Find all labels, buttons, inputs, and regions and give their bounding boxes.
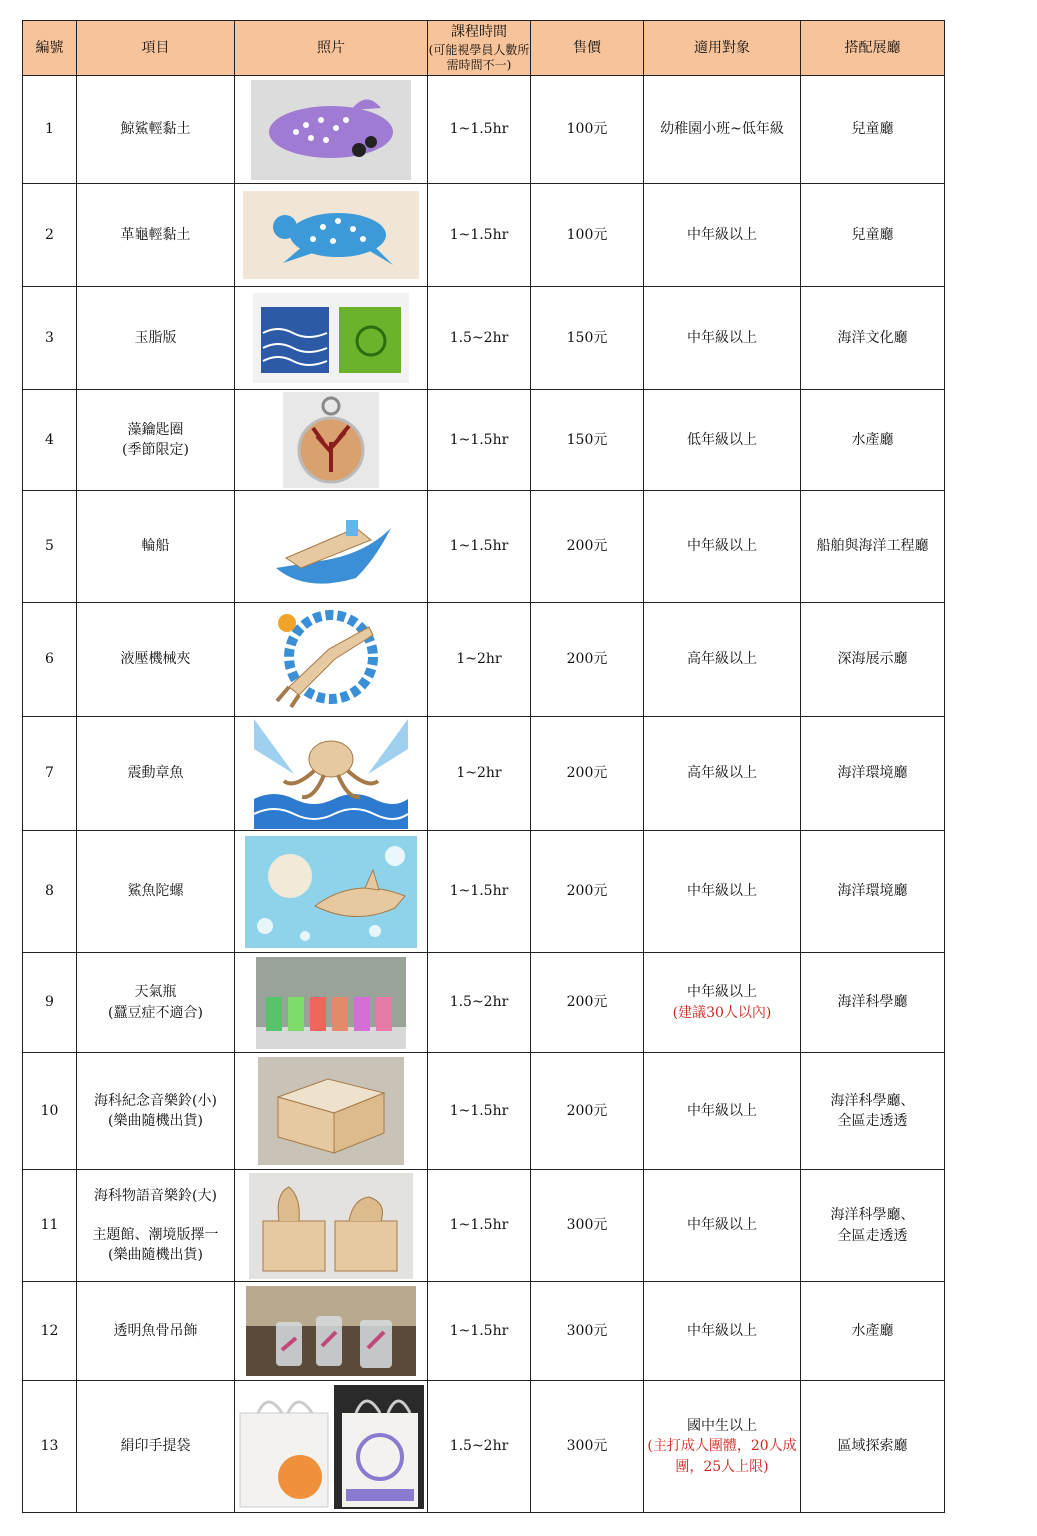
row-num: 13 xyxy=(23,1381,77,1513)
header-photo: 照片 xyxy=(235,21,428,76)
row-time: 1~1.5hr xyxy=(428,390,531,491)
row-target: 低年級以上 xyxy=(644,390,801,491)
row-item: 革龜輕黏土 xyxy=(77,184,235,287)
storm-glass-photo xyxy=(256,957,406,1049)
table-row xyxy=(23,1381,945,1513)
turtle-clay-photo xyxy=(243,191,419,279)
row-photo xyxy=(235,953,428,1053)
row-item: 海科物語音樂鈴(大) 主題館、潮境版擇一 (樂曲隨機出貨) xyxy=(77,1170,235,1282)
row-target: 高年級以上 xyxy=(644,717,801,831)
row-item: 玉脂版 xyxy=(77,287,235,390)
row-num: 12 xyxy=(23,1282,77,1381)
row-photo xyxy=(235,717,428,831)
row-target: 中年級以上 xyxy=(644,1282,801,1381)
block-print-photo xyxy=(253,293,409,383)
row-time: 1~1.5hr xyxy=(428,831,531,953)
row-num: 6 xyxy=(23,603,77,717)
row-photo xyxy=(235,76,428,184)
row-num: 2 xyxy=(23,184,77,287)
row-item: 天氣瓶 (蠶豆症不適合) xyxy=(77,953,235,1053)
row-photo xyxy=(235,184,428,287)
header-time-title: 課程時間 xyxy=(451,24,507,41)
row-item: 液壓機械夾 xyxy=(77,603,235,717)
row-price: 200元 xyxy=(531,491,644,603)
shark-spinning-top-photo xyxy=(245,836,417,948)
row-time: 1~2hr xyxy=(428,603,531,717)
row-price: 200元 xyxy=(531,1053,644,1170)
row-photo xyxy=(235,1381,428,1513)
row-photo xyxy=(235,603,428,717)
row-item: 藻鑰匙圈 (季節限定) xyxy=(77,390,235,491)
row-photo xyxy=(235,287,428,390)
wooden-boat-photo xyxy=(266,498,396,596)
row-num: 4 xyxy=(23,390,77,491)
row-target: 中年級以上 (建議30人以內) xyxy=(644,953,801,1053)
row-target: 中年級以上 xyxy=(644,831,801,953)
row-item: 鯊魚陀螺 xyxy=(77,831,235,953)
table-row xyxy=(23,390,945,491)
row-hall: 水產廳 xyxy=(801,1282,945,1381)
row-price: 300元 xyxy=(531,1282,644,1381)
row-photo xyxy=(235,1170,428,1282)
row-num: 11 xyxy=(23,1170,77,1282)
row-time: 1~1.5hr xyxy=(428,1053,531,1170)
table-row xyxy=(23,184,945,287)
row-num: 3 xyxy=(23,287,77,390)
row-target: 中年級以上 xyxy=(644,1053,801,1170)
row-target: 幼稚園小班~低年級 xyxy=(644,76,801,184)
table-row xyxy=(23,603,945,717)
row-price: 150元 xyxy=(531,390,644,491)
table-row xyxy=(23,1170,945,1282)
row-hall: 兒童廳 xyxy=(801,76,945,184)
row-item: 輪船 xyxy=(77,491,235,603)
row-price: 300元 xyxy=(531,1381,644,1513)
table-row xyxy=(23,831,945,953)
row-time: 1~1.5hr xyxy=(428,1170,531,1282)
row-hall: 海洋科學廳、 全區走透透 xyxy=(801,1053,945,1170)
row-price: 200元 xyxy=(531,603,644,717)
header-row xyxy=(23,21,945,76)
row-time: 1~1.5hr xyxy=(428,184,531,287)
header-num: 編號 xyxy=(23,21,77,76)
row-hall: 海洋環境廳 xyxy=(801,831,945,953)
row-time: 1~1.5hr xyxy=(428,491,531,603)
row-num: 9 xyxy=(23,953,77,1053)
row-hall: 海洋科學廳、 全區走透透 xyxy=(801,1170,945,1282)
target-note: (建議30人以內) xyxy=(672,1004,772,1021)
row-item: 鯨鯊輕黏土 xyxy=(77,76,235,184)
row-price: 200元 xyxy=(531,717,644,831)
row-hall: 兒童廳 xyxy=(801,184,945,287)
hydraulic-claw-photo xyxy=(269,609,393,711)
table-row xyxy=(23,76,945,184)
row-photo xyxy=(235,390,428,491)
row-item: 透明魚骨吊飾 xyxy=(77,1282,235,1381)
row-price: 100元 xyxy=(531,76,644,184)
table-row xyxy=(23,953,945,1053)
table-row xyxy=(23,717,945,831)
music-box-large-photo xyxy=(249,1173,413,1279)
vibrating-octopus-photo xyxy=(254,719,408,829)
header-item: 項目 xyxy=(77,21,235,76)
row-hall: 水產廳 xyxy=(801,390,945,491)
course-table xyxy=(22,20,945,1513)
row-num: 10 xyxy=(23,1053,77,1170)
row-item: 海科紀念音樂鈴(小) (樂曲隨機出貨) xyxy=(77,1053,235,1170)
row-target: 國中生以上 (主打成人團體，20人成團，25人上限) xyxy=(644,1381,801,1513)
row-photo xyxy=(235,491,428,603)
row-num: 7 xyxy=(23,717,77,831)
row-price: 300元 xyxy=(531,1170,644,1282)
header-target: 適用對象 xyxy=(644,21,801,76)
row-time: 1.5~2hr xyxy=(428,1381,531,1513)
row-item: 震動章魚 xyxy=(77,717,235,831)
row-num: 1 xyxy=(23,76,77,184)
header-time-note: (可能視學員人數所需時間不一) xyxy=(428,42,530,73)
row-hall: 船舶與海洋工程廳 xyxy=(801,491,945,603)
music-box-small-photo xyxy=(258,1057,404,1165)
whale-shark-clay-photo xyxy=(251,80,411,180)
header-price: 售價 xyxy=(531,21,644,76)
row-target: 中年級以上 xyxy=(644,491,801,603)
row-target: 中年級以上 xyxy=(644,184,801,287)
row-target: 中年級以上 xyxy=(644,1170,801,1282)
row-time: 1~1.5hr xyxy=(428,76,531,184)
row-hall: 深海展示廳 xyxy=(801,603,945,717)
fish-skeleton-pendant-photo xyxy=(246,1286,416,1376)
header-hall: 搭配展廳 xyxy=(801,21,945,76)
target-note: (主打成人團體，20人成團，25人上限) xyxy=(647,1438,797,1475)
row-num: 5 xyxy=(23,491,77,603)
silkscreen-tote-bag-photo xyxy=(238,1385,424,1509)
table-row xyxy=(23,1282,945,1381)
row-hall: 區域探索廳 xyxy=(801,1381,945,1513)
row-price: 150元 xyxy=(531,287,644,390)
row-time: 1~1.5hr xyxy=(428,1282,531,1381)
row-price: 200元 xyxy=(531,953,644,1053)
seaweed-keychain-photo xyxy=(283,392,379,488)
row-time: 1~2hr xyxy=(428,717,531,831)
table-row xyxy=(23,491,945,603)
row-num: 8 xyxy=(23,831,77,953)
row-hall: 海洋文化廳 xyxy=(801,287,945,390)
row-photo xyxy=(235,1282,428,1381)
row-photo xyxy=(235,1053,428,1170)
row-item: 絹印手提袋 xyxy=(77,1381,235,1513)
table-row xyxy=(23,1053,945,1170)
row-time: 1.5~2hr xyxy=(428,953,531,1053)
row-time: 1.5~2hr xyxy=(428,287,531,390)
row-photo xyxy=(235,831,428,953)
table-row xyxy=(23,287,945,390)
row-hall: 海洋科學廳 xyxy=(801,953,945,1053)
row-price: 200元 xyxy=(531,831,644,953)
row-target: 高年級以上 xyxy=(644,603,801,717)
header-time xyxy=(428,21,531,76)
row-hall: 海洋環境廳 xyxy=(801,717,945,831)
row-target: 中年級以上 xyxy=(644,287,801,390)
row-price: 100元 xyxy=(531,184,644,287)
